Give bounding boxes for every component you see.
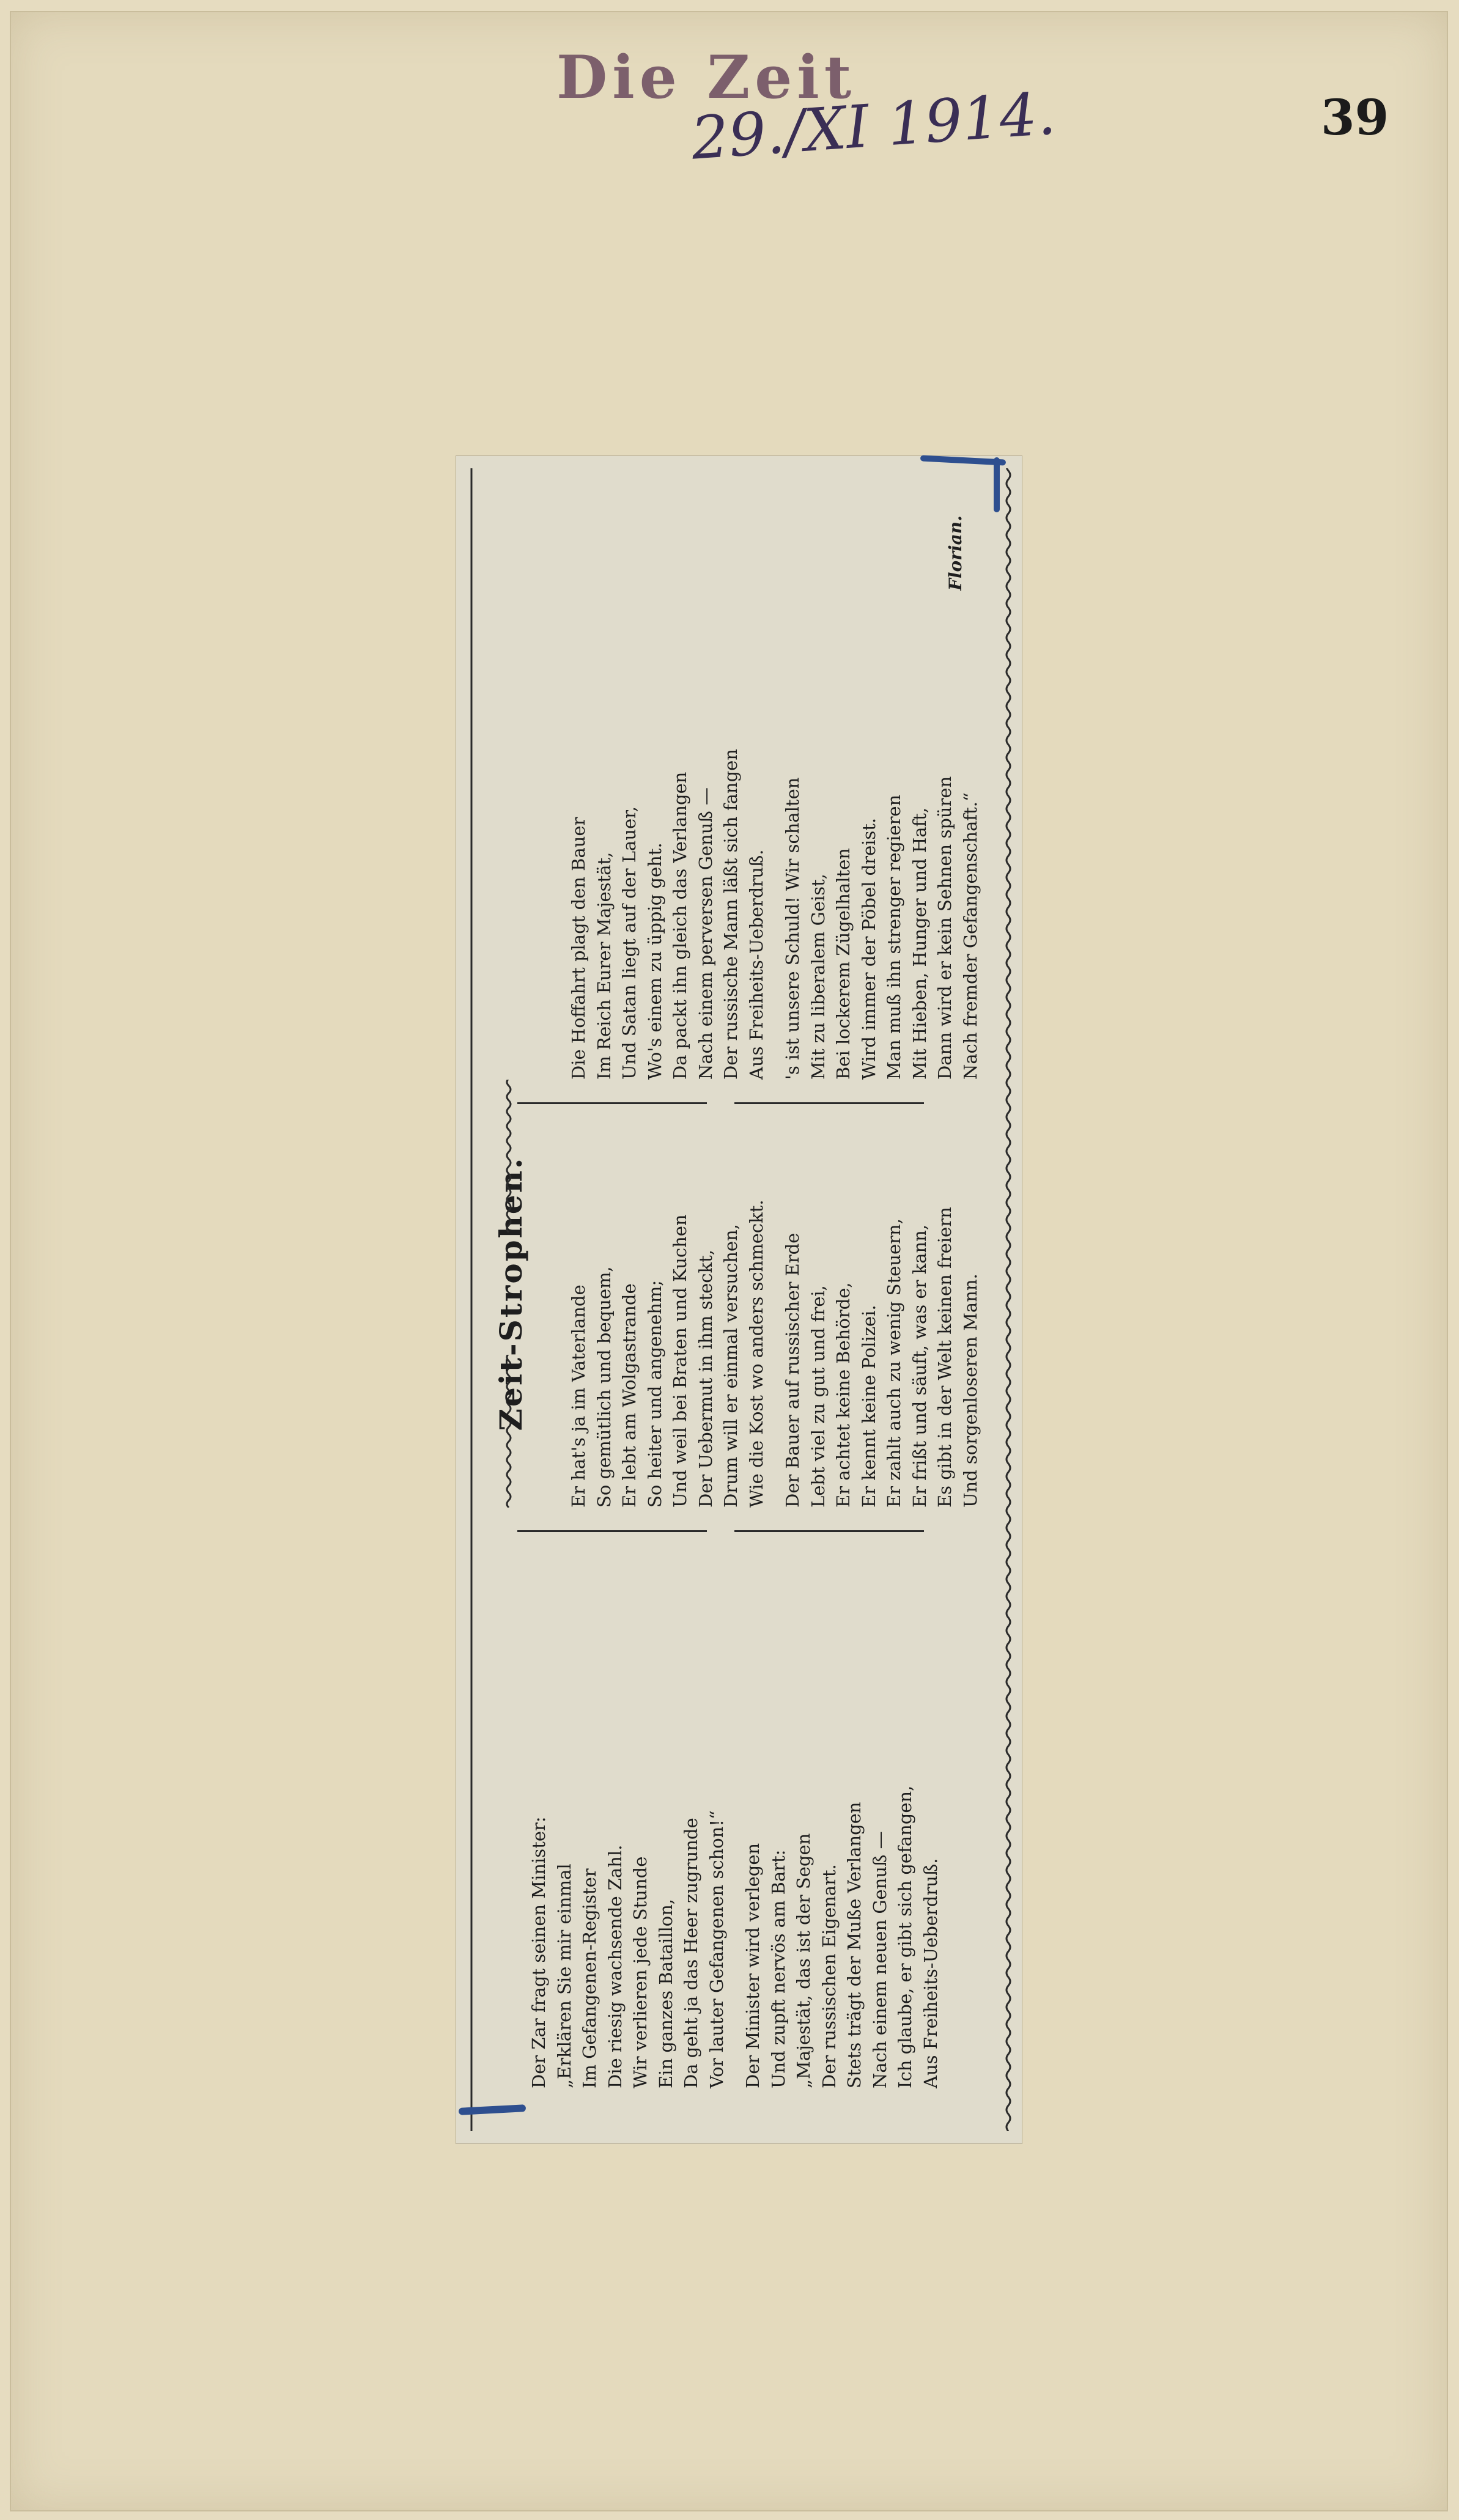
verse-line: Nach einem perversen Genuß — bbox=[695, 787, 716, 1080]
column-divider bbox=[734, 1102, 924, 1104]
clipping-title: Zeit-Strophen. bbox=[493, 1156, 529, 1431]
bottom-wavy-rule bbox=[1003, 468, 1013, 2131]
verse-line: Lebt viel zu gut und frei, bbox=[807, 1285, 829, 1508]
verse-line: Er lebt am Wolgastrande bbox=[619, 1283, 640, 1508]
verse-line: Stets trägt der Muße Verlangen bbox=[844, 1802, 865, 2088]
verse-line: Bei lockerem Zügelhalten bbox=[833, 848, 854, 1080]
stanza bbox=[741, 1786, 944, 2088]
stanza bbox=[780, 749, 983, 1080]
blue-pencil-mark bbox=[994, 457, 1000, 512]
verse-line: Der russischen Eigenart. bbox=[818, 1864, 840, 2088]
verse-line: Nach einem neuen Genuß — bbox=[869, 1831, 890, 2088]
verse-line: Er frißt und säuft, was er kann, bbox=[909, 1224, 930, 1508]
verse-line: Der Uebermut in ihm steckt, bbox=[695, 1250, 716, 1508]
verse-line: So gemütlich und bequem, bbox=[593, 1266, 615, 1508]
poem-column-2 bbox=[566, 1199, 983, 1508]
verse-line: Aus Freiheits-Ueberdruß. bbox=[745, 849, 767, 1080]
verse-line: „Majestät, das ist der Segen bbox=[793, 1833, 814, 2088]
verse-line: Und Satan liegt auf der Lauer, bbox=[619, 806, 640, 1080]
stanza bbox=[526, 1786, 730, 2088]
verse-line: Da geht ja das Heer zugrunde bbox=[681, 1818, 701, 2088]
verse-line: Nach fremder Gefangenschaft.“ bbox=[959, 792, 981, 1080]
column-divider bbox=[517, 1530, 707, 1532]
verse-line: Er kennt keine Polizei. bbox=[858, 1305, 879, 1508]
verse-line: Und zupft nervös am Bart: bbox=[767, 1849, 789, 2088]
verse-line: Vor lauter Gefangenen schon!“ bbox=[706, 1810, 727, 2088]
verse-line: Der Bauer auf russischer Erde bbox=[782, 1232, 803, 1508]
title-ornament-right bbox=[503, 1080, 515, 1232]
verse-line: Der Minister wird verlegen bbox=[742, 1843, 763, 2088]
verse-line: Dann wird er kein Sehnen spüren bbox=[934, 776, 955, 1080]
verse-line: „Erklären Sie mir einmal bbox=[553, 1863, 575, 2088]
verse-line: Und weil bei Braten und Kuchen bbox=[670, 1214, 690, 1508]
newspaper-stamp: Die Zeit bbox=[556, 43, 857, 112]
verse-line: Die Hoffahrt plagt den Bauer bbox=[568, 817, 589, 1080]
column-divider bbox=[517, 1102, 707, 1104]
stanza bbox=[566, 749, 769, 1080]
verse-line: Da packt ihn gleich das Verlangen bbox=[670, 772, 690, 1080]
verse-line: Im Gefangenen-Register bbox=[579, 1868, 600, 2088]
stanza bbox=[566, 1199, 769, 1508]
newspaper-clipping bbox=[456, 455, 1022, 2144]
column-divider bbox=[734, 1530, 924, 1532]
author-signature: Florian. bbox=[945, 515, 966, 591]
verse-line: So heiter und angenehm; bbox=[644, 1280, 665, 1508]
verse-line: Wie die Kost wo anders schmeckt. bbox=[745, 1199, 767, 1508]
verse-line: Ich glaube, er gibt sich gefangen, bbox=[895, 1785, 915, 2088]
verse-line: Er hat's ja im Vaterlande bbox=[568, 1284, 589, 1508]
poem-column-3 bbox=[566, 749, 983, 1080]
verse-line: Drum will er einmal versuchen, bbox=[720, 1224, 741, 1508]
verse-line: Der russische Mann läßt sich fangen bbox=[720, 748, 741, 1080]
verse-line: Der Zar fragt seinen Minister: bbox=[528, 1816, 549, 2088]
verse-line: Wird immer der Pöbel dreist. bbox=[858, 817, 879, 1080]
verse-line: Es gibt in der Welt keinen freiern bbox=[934, 1207, 955, 1508]
page-number: 39 bbox=[1321, 89, 1389, 146]
top-rule bbox=[470, 468, 473, 2131]
stanza bbox=[780, 1199, 983, 1508]
verse-line: Wir verlieren jede Stunde bbox=[630, 1856, 651, 2088]
verse-line: Mit Hieben, Hunger und Haft, bbox=[909, 807, 930, 1080]
verse-line: Im Reich Eurer Majestät, bbox=[593, 852, 615, 1080]
verse-line: Aus Freiheits-Ueberdruß. bbox=[920, 1858, 941, 2088]
verse-line: Er zahlt auch zu wenig Steuern, bbox=[884, 1218, 904, 1508]
verse-line: 's ist unsere Schuld! Wir schalten bbox=[782, 777, 803, 1080]
poem-column-1 bbox=[526, 1786, 944, 2088]
verse-line: Man muß ihn strenger regieren bbox=[884, 794, 904, 1080]
verse-line: Wo's einem zu üppig geht. bbox=[644, 842, 665, 1080]
verse-line: Die riesig wachsende Zahl. bbox=[604, 1844, 626, 2088]
verse-line: Mit zu liberalem Geist, bbox=[807, 874, 829, 1080]
verse-line: Er achtet keine Behörde, bbox=[833, 1282, 854, 1508]
verse-line: Und sorgenloseren Mann. bbox=[959, 1273, 981, 1508]
handwritten-date: 29./XI 1914. bbox=[689, 79, 1058, 173]
verse-line: Ein ganzes Bataillon, bbox=[655, 1898, 676, 2088]
